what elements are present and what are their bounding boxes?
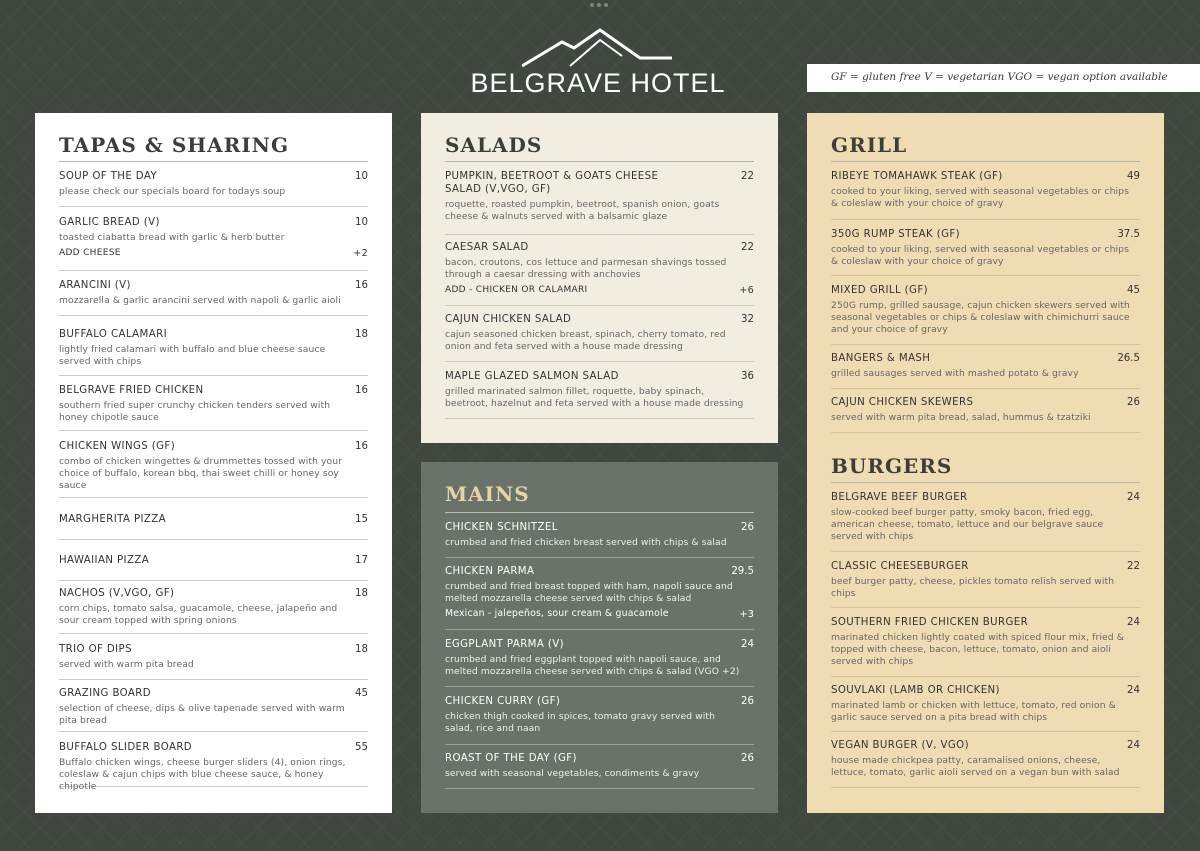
hotel-logo [452, 28, 744, 98]
item-price: 18 [355, 644, 368, 655]
mains-panel [421, 462, 778, 813]
item-description: lightly fried calamari with buffalo and blue cheese sauce served with chips [59, 344, 326, 367]
menu-item [831, 560, 1140, 608]
menu-item [59, 587, 368, 634]
item-price: 15 [355, 514, 368, 525]
item-price: 24 [1127, 685, 1140, 696]
section-divider [59, 161, 368, 162]
item-addon-label: Mexican - jalepeños, sour cream & guacamole [445, 608, 669, 619]
menu-item [59, 216, 368, 271]
item-name: CAJUN CHICKEN SALAD [445, 314, 572, 325]
item-description: cooked to your liking, served with seasonal vegetables or chips & coleslaw with your choice of gravy [831, 244, 1129, 267]
item-price: 16 [355, 280, 368, 291]
item-name: GARLIC BREAD (V) [59, 217, 160, 228]
item-price: 26 [741, 753, 754, 764]
item-description: selection of cheese, dips & olive tapenade served with warm pita bread [59, 703, 345, 726]
item-name: RIBEYE TOMAHAWK STEAK (GF) [831, 171, 1003, 182]
dietary-legend: GF = gluten free V = vegetarian VGO = vegan option available [807, 64, 1200, 92]
item-price: 24 [1127, 740, 1140, 751]
item-description: southern fried super crunchy chicken tenders served with honey chipotle sauce [59, 400, 331, 423]
item-name: BELGRAVE FRIED CHICKEN [59, 385, 204, 396]
menu-item [445, 638, 754, 687]
item-description: mozzarella & garlic arancini served with napoli & garlic aioli [59, 295, 341, 306]
menu-item [59, 279, 368, 316]
item-price: 17 [355, 555, 368, 566]
menu-item [831, 491, 1140, 552]
item-addon-label: ADD - CHICKEN OR CALAMARI [445, 285, 588, 295]
item-price: 26.5 [1117, 353, 1140, 364]
menu-item [59, 687, 368, 732]
menu-item [59, 554, 368, 581]
menu-item [445, 695, 754, 745]
menu-item [445, 170, 754, 235]
item-price: 36 [741, 371, 754, 382]
item-price: 16 [355, 385, 368, 396]
item-name: MAPLE GLAZED SALMON SALAD [445, 371, 619, 382]
item-name: SOUVLAKI (LAMB OR CHICKEN) [831, 685, 1000, 696]
item-name: BUFFALO CALAMARI [59, 329, 167, 340]
menu-item [831, 396, 1140, 433]
section-title: MAINS [445, 482, 530, 506]
item-name: BANGERS & MASH [831, 353, 931, 364]
item-description: chicken thigh cooked in spices, tomato gravy served with salad, rice and naan [445, 711, 716, 734]
item-description: marinated lamb or chicken with lettuce, tomato, red onion & garlic sauce served on a pita bread with chips [831, 700, 1116, 723]
item-description: cooked to your liking, served with seasonal vegetables or chips & coleslaw with your choice of gravy [831, 186, 1129, 209]
menu-item [59, 384, 368, 431]
menu-item [831, 616, 1140, 677]
item-price: 16 [355, 441, 368, 452]
section-title: BURGERS [831, 454, 953, 478]
menu-item [445, 565, 754, 630]
item-price: 10 [355, 171, 368, 182]
item-name: SOUTHERN FRIED CHICKEN BURGER [831, 617, 1029, 628]
item-price: 26 [1127, 397, 1140, 408]
menu-item [831, 284, 1140, 345]
item-description: 250G rump, grilled sausage, cajun chicken skewers served with seasonal vegetables or chips & coleslaw with chimichurri sauce and your choice of gravy [831, 300, 1130, 335]
item-name: CAJUN CHICKEN SKEWERS [831, 397, 974, 408]
menu-item [831, 352, 1140, 389]
item-name: VEGAN BURGER (V, VGO) [831, 740, 969, 751]
item-name: NACHOS (V,VGO, GF) [59, 588, 175, 599]
item-addon-label: ADD CHEESE [59, 248, 121, 258]
item-price: 18 [355, 329, 368, 340]
item-description: beef burger patty, cheese, pickles tomato relish served with chips [831, 576, 1115, 599]
item-description: corn chips, tomato salsa, guacamole, cheese, jalapeño and sour cream topped with spring onions [59, 603, 338, 626]
item-description: marinated chicken lightly coated with spiced flour mix, fried & topped with cheese, bacon, lettuce, tomato, onion and aioli served with chips [831, 632, 1125, 667]
item-name: SOUP OF THE DAY [59, 171, 158, 182]
section-divider [831, 482, 1140, 483]
item-price: 49 [1127, 171, 1140, 182]
item-price: 10 [355, 217, 368, 228]
menu-item [59, 643, 368, 680]
item-price: 55 [355, 742, 368, 753]
menu-item [445, 370, 754, 419]
menu-item [445, 241, 754, 306]
item-name: TRIO OF DIPS [59, 644, 132, 655]
menu-item [831, 228, 1140, 276]
item-description: roquette, roasted pumpkin, beetroot, spanish onion, goats cheese & walnuts served with a balsamic glaze [445, 199, 720, 222]
item-price: 22 [1127, 561, 1140, 572]
item-description: please check our specials board for todays soup [59, 186, 286, 197]
section-title: TAPAS & SHARING [59, 133, 290, 157]
item-name: CHICKEN CURRY (GF) [445, 696, 561, 707]
item-name: EGGPLANT PARMA (V) [445, 639, 564, 650]
item-addon-price: +6 [739, 285, 754, 296]
item-description: Buffalo chicken wings, cheese burger sliders (4), onion rings, coleslaw & cajun chips with blue cheese sauce, & honey chipotle [59, 757, 346, 792]
item-description: crumbed and fried eggplant topped with napoli sauce, and melted mozzarella cheese served with chips & salad (VGO +2) [445, 654, 740, 677]
item-name: ROAST OF THE DAY (GF) [445, 753, 577, 764]
item-description: slow-cooked beef burger patty, smoky bacon, fried egg, american cheese, tomato, lettuce and our belgrave sauce served with chips [831, 507, 1104, 542]
item-description: crumbed and fried chicken breast served with chips & salad [445, 537, 727, 548]
item-name: CLASSIC CHEESEBURGER [831, 561, 969, 572]
menu-item [831, 739, 1140, 788]
salads-panel [421, 113, 778, 443]
item-price: 22 [741, 171, 754, 182]
more-dots-icon[interactable] [590, 3, 608, 7]
mountain-icon [522, 28, 672, 68]
section-title: GRILL [831, 133, 908, 157]
menu-item [445, 313, 754, 362]
menu-item [59, 741, 368, 792]
item-description: grilled sausages served with mashed potato & gravy [831, 368, 1079, 379]
item-name: CAESAR SALAD [445, 242, 529, 253]
item-description: grilled marinated salmon fillet, roquette, baby spinach, beetroot, hazelnut and feta served with a house made dressing [445, 386, 744, 409]
item-name: CHICKEN WINGS (GF) [59, 441, 176, 452]
menu-item [59, 513, 368, 540]
item-description: house made chickpea patty, caramalised onions, cheese, lettuce, tomato, garlic aioli served on a vegan bun with salad [831, 755, 1120, 778]
item-price: 24 [1127, 492, 1140, 503]
item-name: MARGHERITA PIZZA [59, 514, 167, 525]
item-price: 45 [1127, 285, 1140, 296]
menu-item [59, 328, 368, 376]
menu-item [445, 752, 754, 789]
item-addon-price: +2 [353, 248, 368, 259]
menu-item [831, 170, 1140, 220]
item-description: crumbed and fried breast topped with ham, napoli sauce and melted mozzarella cheese served with chips & salad [445, 581, 733, 604]
item-name: GRAZING BOARD [59, 688, 152, 699]
item-name: 350G RUMP STEAK (GF) [831, 229, 961, 240]
tapas-panel [35, 113, 392, 813]
item-price: 37.5 [1117, 229, 1140, 240]
item-price: 18 [355, 588, 368, 599]
item-price: 32 [741, 314, 754, 325]
section-divider [445, 161, 754, 162]
menu-item [831, 684, 1140, 732]
item-price: 24 [741, 639, 754, 650]
item-description: served with seasonal vegetables, condiments & gravy [445, 768, 700, 779]
menu-item [445, 521, 754, 558]
item-name: CHICKEN SCHNITZEL [445, 522, 558, 533]
item-description: toasted ciabatta bread with garlic & herb butter [59, 232, 285, 243]
item-name: HAWAIIAN PIZZA [59, 555, 150, 566]
item-price: 29.5 [731, 566, 754, 577]
item-description: served with warm pita bread, salad, hummus & tzatziki [831, 412, 1091, 423]
item-name: BUFFALO SLIDER BOARD [59, 742, 193, 753]
section-title: SALADS [445, 133, 543, 157]
item-description: combo of chicken wingettes & drummettes tossed with your choice of buffalo, korean bbq, thai sweet chilli or honey soy sauce [59, 456, 343, 491]
item-description: cajun seasoned chicken breast, spinach, cherry tomato, red onion and feta served with a house made dressing [445, 329, 726, 352]
item-addon-price: +3 [739, 609, 754, 620]
item-price: 22 [741, 242, 754, 253]
menu-item [59, 440, 368, 498]
section-divider [831, 161, 1140, 162]
item-name: PUMPKIN, BEETROOT & GOATS CHEESE SALAD (V,VGO, GF) [445, 171, 659, 195]
item-price: 26 [741, 522, 754, 533]
item-price: 45 [355, 688, 368, 699]
item-price: 26 [741, 696, 754, 707]
item-description: served with warm pita bread [59, 659, 194, 670]
item-name: ARANCINI (V) [59, 280, 131, 291]
item-name: CHICKEN PARMA [445, 566, 535, 577]
item-description: bacon, croutons, cos lettuce and parmesan shavings tossed through a caesar dressing with anchovies [445, 257, 727, 280]
item-name: MIXED GRILL (GF) [831, 285, 928, 296]
section-divider [445, 512, 754, 513]
item-price: 24 [1127, 617, 1140, 628]
grill-burgers-panel [807, 113, 1164, 813]
menu-item [59, 170, 368, 207]
item-name: BELGRAVE BEEF BURGER [831, 492, 968, 503]
hotel-name: BELGRAVE HOTEL [470, 68, 726, 98]
